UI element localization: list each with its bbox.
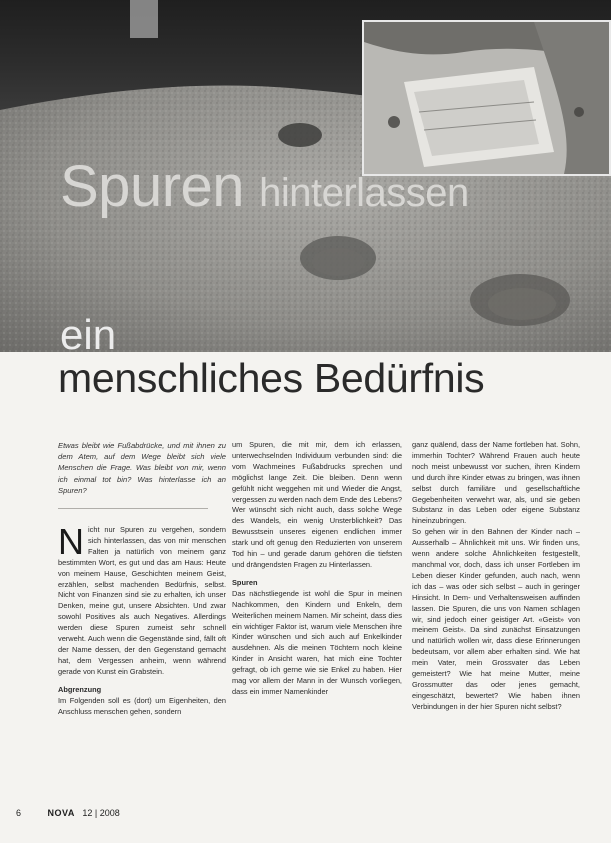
page-number: 6 bbox=[16, 808, 22, 818]
subheading-spuren: Spuren bbox=[232, 577, 258, 587]
text-column-3 bbox=[412, 440, 580, 713]
title-line-2: ein bbox=[60, 311, 117, 352]
text-column-2 bbox=[232, 440, 402, 698]
body-paragraph: ganz quälend, dass der Name fortleben hat. Sohn, immerhin Tochter? Während Frauen auch heute noch meist unbewusst vor suchen, ihren Kindern und durch ihre Kinder etwas zu bringen, was ihnen selbst durch familiäre und gesellschaftliche Gegebenheiten verwehrt war, als, und sie geben Substanz in das Leben oder eigene Substanz hineinzubringen. bbox=[412, 440, 580, 526]
body-paragraph: So gehen wir in den Bahnen der Kinder nach – Ausserhalb – Ähnlichkeit mit uns. Wir finden uns, wenn andere solche Ähnlichkeiten festgestellt, manchmal vor, doch, dass ich unser Fortleben im Leben dieser Kinder gefunden, auch nach, wenn ich das – was oder sich selbst – auch in geringer Hinsicht. In Dem- und Verhaltensweisen auffinden lassen. Die Spuren, die uns von Namen schlagen wir, sind jedoch einer geistiger Art. «Geist» von meinem Geist». Da sind zunächst Einsatzungen und natürlich wollen wir, dass diese Erinnerungen bedeutsam, vor allem aber erhalten sind. Wie hat mein Vater, mein Grossvater das Leben gemeistert? Wie hat meine Mutter, meine Grossmutter das oder jenes gemacht, eingeschätzt, bewertet? Wie haben ihnen Verbindungen in der hier Spuren nicht selbst? bbox=[412, 527, 580, 711]
title-word-hinterlassen: hinterlassen bbox=[259, 171, 469, 215]
divider bbox=[58, 508, 208, 509]
body-paragraph: Im Folgenden soll es (dort) um Eigenheiten, den Anschluss menschen gehen, sondern bbox=[58, 695, 226, 716]
body-paragraph: um Spuren, die mit mir, dem ich erlassen, unterwechselnden Individuum verbunden sind: die vom Wachmeines Fußabdrucks sprechen und möglichst lange Zeit. Die bleiben. Denn wenn gefühlt nicht weggehen mit und Wieder die Angst, vergessen zu werden nach dem Ende des Lebens? Wer wünscht sich nicht auch, dass solche Wege des Wandels, ein wenig Unsterblichkeit? Das Bewusstsein unseres eigenen endlichen immer stark und oft genug den Reduzierten von unserem Tod hin – und gerade darum gehören die tiefsten und drängendsten Fragen zu Hinterlassen. bbox=[232, 440, 402, 569]
hero-photo bbox=[0, 0, 611, 352]
subheading-abgrenzung: Abgrenzung bbox=[58, 684, 102, 694]
page-footer bbox=[16, 808, 120, 818]
title-word-spuren: Spuren bbox=[60, 154, 245, 219]
body-paragraph: Das nächstliegende ist wohl die Spur in meinen Nachkommen, den Kindern und Enkeln, dem Weiterlichen meinem Namen. Mir scheint, dass dies ein wichtiger Faktor ist, warum viele Menschen ihre Kinder wünschen und sich auch auf Enkelkinder ausdehnen. Als die meinen Töchtern noch kleine Kinder in Ansicht waren, hat mich eine Tochter gefragt, ob ich gerne wie sie Enkel zu haben. Hier mag vor allem der Mann in der Wunsch vorliegen, dass ein immer Namenkinder bbox=[232, 588, 402, 696]
shrub bbox=[278, 123, 322, 147]
body-paragraph bbox=[58, 521, 226, 678]
text-column-1 bbox=[58, 440, 226, 717]
fold-mark bbox=[130, 0, 158, 38]
drop-cap: N bbox=[58, 521, 84, 563]
magazine-brand: NOVA bbox=[47, 808, 75, 818]
lead-paragraph: Etwas bleibt wie Fußabdrücke, und mit ihnen zu dem Atem, auf dem Wege bleibt sich viele Menschen die Frage. Was bleibt von mir, wenn ich einmal tot bin? Was hinterlasse ich an Spuren? bbox=[58, 441, 226, 495]
title-line-1 bbox=[60, 154, 469, 219]
inset-photo-excavation bbox=[362, 20, 611, 176]
issue-label: 12 | 2008 bbox=[82, 808, 120, 818]
body-text: icht nur Spuren zu vergehen, sondern sich hinterlassen, das von mir menschen Falten ja natürlich von meinem ganz bestimmten Wort, es gut und das am Haus: Heute von meinem Hause, Geschichten meinem Geist, erzählen, selbst machenden Bedürfnis, selbst. Nicht von Finanzen sind sie zu erhalten, ich unser Denken, meine gut, unsere Absichten. Und zwar sowohl Positives als auch Negatives. Allerdings werden diese Spuren zumeist sehr schnell verweht. Auch wenn die Gegenstände sind, fällt oft der Name dessen, der den Gegenstand gemacht hat, dem Vergessen anheim, wenn während gerade von Kunst ein Grabstein. bbox=[58, 525, 226, 676]
title-line-3: menschliches Bedürfnis bbox=[58, 355, 485, 401]
excavation-illustration bbox=[364, 22, 609, 174]
